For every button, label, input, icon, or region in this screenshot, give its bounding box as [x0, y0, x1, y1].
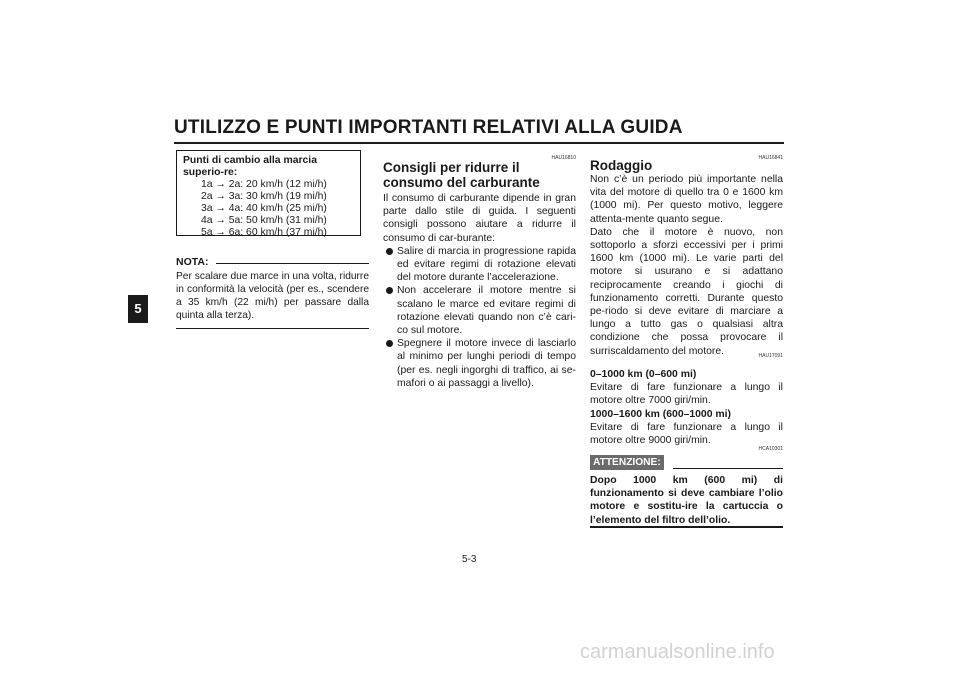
rodaggio-section: [590, 158, 783, 358]
shift-points-heading: Punti di cambio alla marcia superio-re:: [183, 155, 317, 178]
section-code: HCA10301: [758, 446, 783, 452]
rodaggio-title: Rodaggio: [590, 158, 653, 173]
title-rule: [174, 142, 784, 144]
attenzione-header: [590, 455, 783, 470]
fuel-section-title: Consigli per ridurre il consumo del carburante: [383, 160, 540, 190]
shift-row: 1a → 2a: 20 km/h (12 mi/h): [201, 179, 327, 190]
nota-rule: [216, 263, 369, 264]
page-number: 5-3: [462, 554, 477, 565]
section-code: HAU16810: [551, 155, 576, 161]
chapter-number: 5: [134, 301, 142, 316]
section-code: HAU16841: [758, 155, 783, 161]
section-code: HAU17091: [758, 353, 783, 359]
range-1-text: Evitare di fare funzionare a lungo il motore oltre 7000 giri/min.: [590, 382, 783, 407]
nota-text: Per scalare due marce in una volta, ridurre in conformità la velocità (per es., scendere a 35 km/h (22 mi/h) per passare dalla quinta alla terza).: [176, 271, 369, 321]
fuel-section: [383, 160, 576, 390]
shift-row: 4a → 5a: 50 km/h (31 mi/h): [201, 215, 327, 226]
nota-block: [176, 256, 369, 329]
shift-row: 5a → 6a: 60 km/h (37 mi/h): [201, 227, 327, 238]
range-2-title: 1000–1600 km (600–1000 mi): [590, 408, 731, 420]
attenzione-text: Dopo 1000 km (600 mi) di funzionamento si deve cambiare l’olio motore e sostitu-ire la cartuccia o l’elemento del filtro dell’olio.: [590, 475, 783, 526]
range-2-text: Evitare di fare funzionare a lungo il motore oltre 9000 giri/min.: [590, 421, 783, 447]
rodaggio-text: Non c’è un periodo più importante nella vita del motore di quello tra 0 e 1600 km (1000 mi). Per questo motivo, leggere attenta-mente quanto segue. Dato che il motore è nuovo, non sottoporlo a sforzi eccessivi per i primi 1600 km (1000 mi). Le varie parti del motore si usurano e si adattano reciprocamente creando i giochi di funzionamento corretti. Durante questo pe-riodo si deve evitare di marciare a lungo a tutto gas o qualsiasi altra condizione che possa provocare il surriscaldamento del motore.: [590, 174, 783, 357]
page-title: UTILIZZO E PUNTI IMPORTANTI RELATIVI ALLA GUIDA: [174, 117, 683, 138]
watermark: carmanualsonline.info: [580, 641, 775, 663]
chapter-tab: [128, 295, 148, 323]
shift-row: 2a → 3a: 30 km/h (19 mi/h): [201, 191, 327, 202]
fuel-tips-list: [383, 245, 576, 390]
range-1-title: 0–1000 km (0–600 mi): [590, 369, 697, 380]
list-item: Spegnere il motore invece di lasciarlo al minimo per lunghi periodi di tempo (per es. negli ingorghi di traffico, ai se-mafori o ai passaggi a livello).: [383, 337, 576, 390]
fuel-intro: Il consumo di carburante dipende in gran parte dallo stile di guida. I seguenti consigli possono aiutare a ridurre il consumo di car-burante:: [383, 193, 576, 244]
nota-end-rule: [176, 328, 369, 329]
list-item: Non accelerare il motore mentre si scalano le marce ed evitare regimi di rotazione elevati quando non c’è cari-co sul motore.: [383, 284, 576, 337]
shift-row: 3a → 4a: 40 km/h (25 mi/h): [201, 203, 327, 214]
ranges-section: [590, 368, 783, 447]
list-item: Salire di marcia in progressione rapida ed evitare regimi di rotazione elevati del motore durante l’accelerazione.: [383, 245, 576, 285]
nota-label: NOTA:: [176, 256, 209, 268]
attenzione-end-rule: [590, 526, 783, 528]
attenzione-badge: ATTENZIONE:: [590, 455, 664, 470]
shift-points-box: [176, 150, 361, 236]
attenzione-rule: [673, 468, 783, 469]
